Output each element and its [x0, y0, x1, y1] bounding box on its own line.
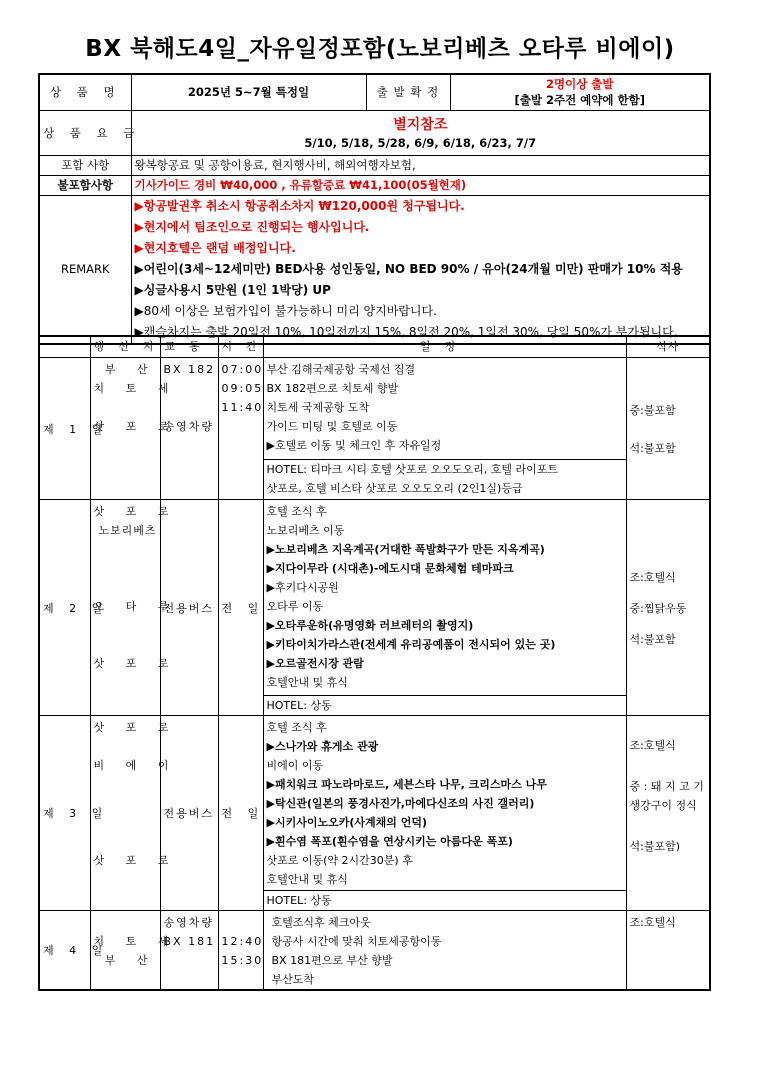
day-label: 제 4 일 [39, 911, 90, 991]
remark-label: REMARK [39, 195, 131, 344]
itinerary-cell: 호텔 조식 후 노보리베츠 이동 ▶노보리베츠 지옥계곡(거대한 폭발화구가 만든 지옥계곡) ▶지다이무라 (시대촌)-에도시대 문화체험 테마파크 ▶후키다시공원 오타루 이동 ▶오타루운하(유명영화 러브레터의 촬영지) ▶키타이치가라스관(전세계 유리공예품이 전시되어 있는 곳) ▶오르골전시장 관람 호텔안내 및 휴식 HOTEL: 상동 [263, 500, 626, 716]
remark-item: ▶어린이(3세~12세미만) BED사용 성인동일, NO BED 90% / 유아(24개월 미만) 판매가 10% 적용 [134, 261, 683, 276]
document-title: BX 북해도4일_자유일정포함(노보리베츠 오타루 비에이) [85, 36, 675, 62]
product-name-label: 상 품 명 [39, 74, 131, 110]
excluded-value: 기사가이드 경비 ₩40,000 , 유류할증료 ₩41,100(05월현재) [131, 175, 710, 195]
remark-item: ▶현지호텔은 랜덤 배정입니다. [134, 240, 296, 255]
remark-item: ▶현지에서 팀조인으로 진행되는 행사입니다. [134, 219, 370, 234]
price-label: 상 품 요 금 [39, 110, 131, 155]
remark-item: ▶항공발권후 취소시 항공취소차지 ₩120,000원 청구됩니다. [134, 198, 465, 213]
meals-cell: 중:불포함 석:불포함 [626, 358, 710, 500]
destination-cell: 삿 포 로 노보리베츠 오 타 루 삿 포 로 [90, 500, 160, 716]
product-name-value: 2025년 5~7월 특정일 [131, 74, 366, 110]
remark-list [131, 195, 710, 344]
product-info-table [38, 73, 711, 345]
excluded-label: 불포함사항 [39, 175, 131, 195]
day-label: 제 2 일 [39, 500, 90, 716]
time-cell: 07:00 09:05 11:40 [218, 358, 263, 500]
hotel-info: HOTEL: 티마크 시티 호텔 삿포로 오오도오리, 호텔 라이포트 [266, 463, 559, 476]
price-dates: 5/10, 5/18, 5/28, 6/9, 6/18, 6/23, 7/7 [304, 135, 537, 150]
day-row [39, 500, 710, 716]
hotel-info: HOTEL: 상동 [266, 699, 332, 712]
transport-cell: 전용버스 [160, 716, 218, 911]
day-row [39, 358, 710, 500]
departure-label: 출 발 확 정 [366, 74, 450, 110]
header-meals: 식사 [626, 336, 710, 358]
remark-item: ▶80세 이상은 보험가입이 불가능하니 미리 양지바랍니다. [134, 303, 437, 318]
header-itinerary: 일정 [263, 336, 626, 358]
itinerary-cell: 호텔 조식 후 ▶스나가와 휴게소 관광 비에이 이동 ▶패치워크 파노라마로드, 세븐스타 나무, 크리스마스 나무 ▶탁신관(일본의 풍경사진가,마에다신조의 사진 갤러리) ▶시키사이노오카(사계채의 언덕) ▶흰수염 폭포(흰수염을 연상시키는 아름다운 폭포) 삿포로 이동(약 2시간30분) 후 호텔안내 및 휴식 HOTEL: 상동 [263, 716, 626, 911]
itinerary-cell: 부산 김해국제공항 국제선 집결 BX 182편으로 치토세 향발 치토세 국제공항 도착 가이드 미팅 및 호텔로 이동 ▶호텔로 이동 및 체크인 후 자유일정 HOTEL: 티마크 시티 호텔 삿포로 오오도오리, 호텔 라이포트 삿포로, 호텔 비스타 삿포로 오오도오리 (2인1실)등급 [263, 358, 626, 500]
time-cell: 전 일 [218, 500, 263, 716]
time-cell: 12:40 15:30 [218, 911, 263, 991]
departure-booking-note: [출발 2주전 예약에 한함] [514, 93, 645, 108]
meals-cell: 조:호텔식 중 : 돼 지 고 기 생강구이 정식 석:불포함) [626, 716, 710, 911]
header-time: 시간 [218, 336, 263, 358]
day-row [39, 911, 710, 991]
header-destination: 행선지 [90, 336, 160, 358]
price-reference: 별지참조 [393, 116, 448, 133]
itinerary-cell: 호텔조식후 체크아웃 항공사 시간에 맞춰 치토세공항이동 BX 181편으로 부산 향발 부산도착 [263, 911, 626, 991]
destination-cell: 삿 포 로 비 에 이 삿 포 로 [90, 716, 160, 911]
itinerary-table [38, 335, 711, 991]
remark-item: ▶싱글사용시 5만원 (1인 1박당) UP [134, 282, 331, 297]
hotel-info: HOTEL: 상동 [266, 894, 332, 907]
transport-cell: BX 182 송영차량 [160, 358, 218, 500]
included-value: 왕복항공료 및 공항이용료, 현지행사비, 해외여행자보험, [131, 155, 710, 175]
day-label: 제 1 일 [39, 358, 90, 500]
time-cell: 전 일 [218, 716, 263, 911]
meals-cell: 조:호텔식 [626, 911, 710, 991]
departure-value [450, 74, 710, 110]
header-transport: 교통 [160, 336, 218, 358]
departure-min-people: 2명이상 출발 [545, 77, 614, 92]
price-value [131, 110, 710, 155]
remark-item: ▶캔슬차지는 출발 20일전 10%, 10일전까지 15%, 8일전 20%, 1일전 30%, 당일 50%가 부가됩니다. [134, 324, 678, 339]
transport-cell: 송영차량 BX 181 [160, 911, 218, 991]
transport-cell: 전용버스 [160, 500, 218, 716]
day-row [39, 716, 710, 911]
header-day [39, 336, 90, 358]
day-label: 제 3 일 [39, 716, 90, 911]
destination-cell: 부 산 치 토 세 삿 포 로 [90, 358, 160, 500]
meals-cell: 조:호텔식 중:찜닭우동 석:불포함 [626, 500, 710, 716]
included-label: 포함 사항 [39, 155, 131, 175]
destination-cell: 치 토 세 부 산 [90, 911, 160, 991]
